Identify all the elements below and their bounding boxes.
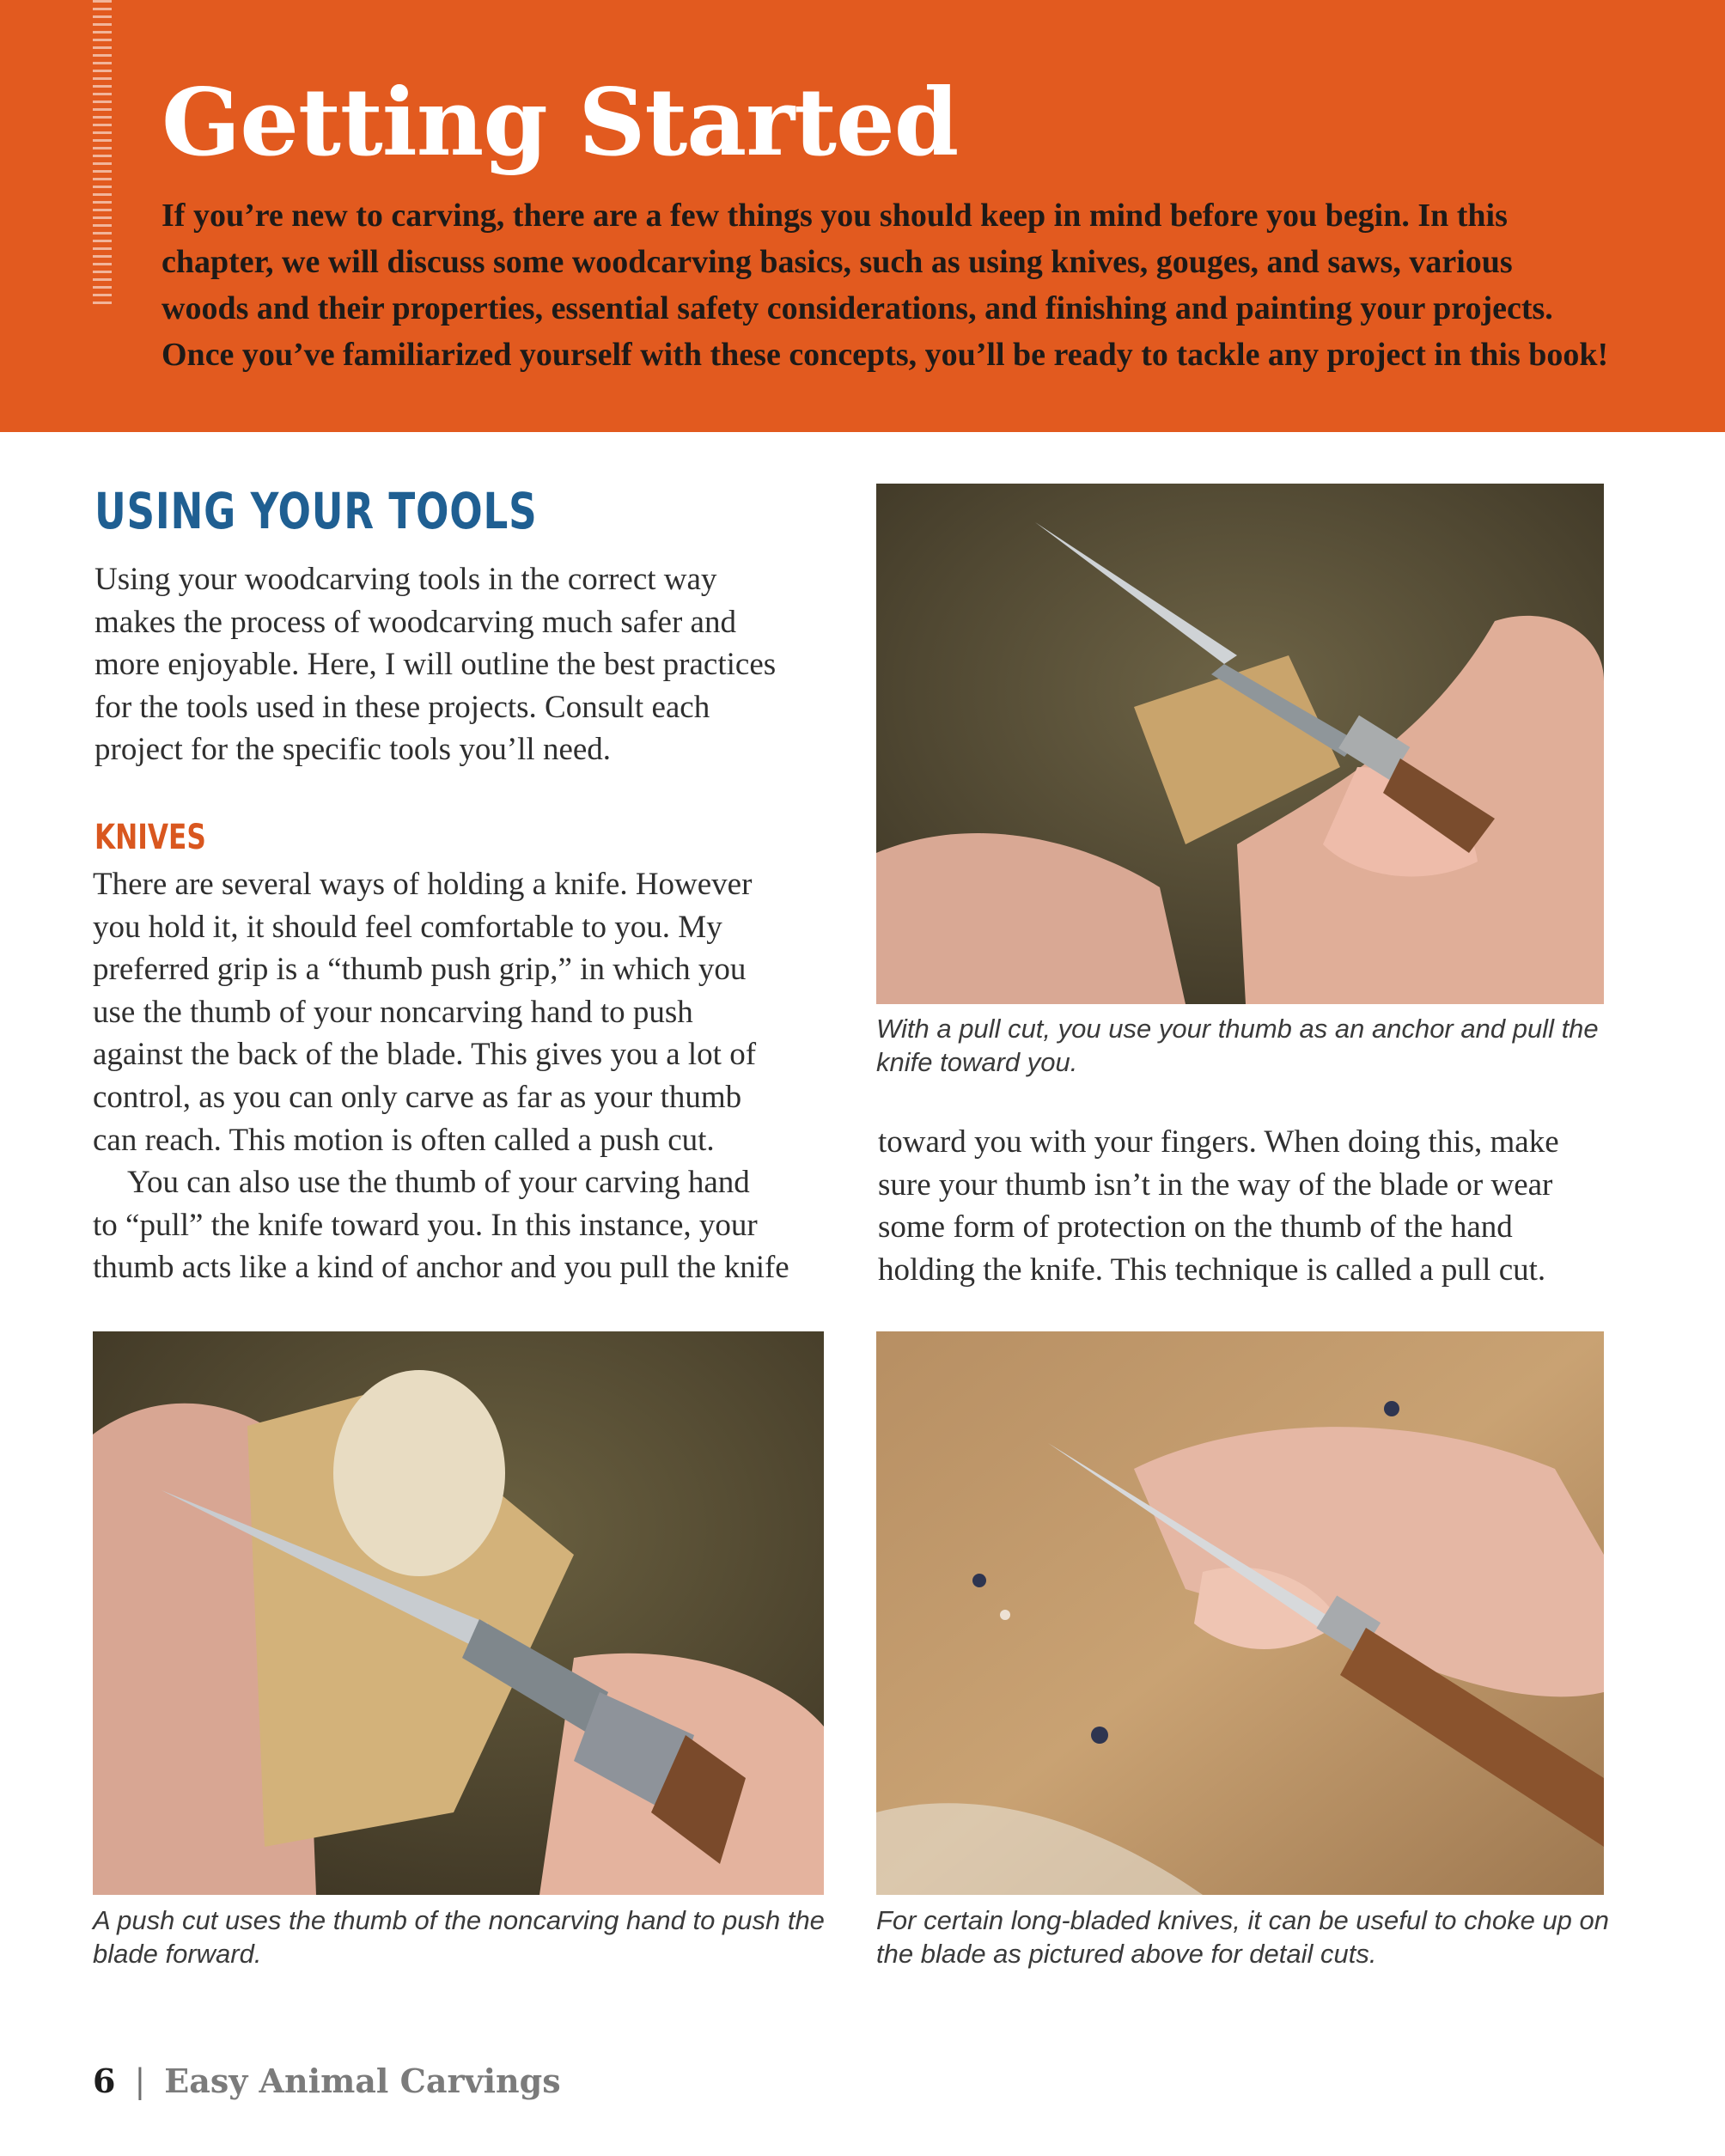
push-cut-caption — [93, 1903, 849, 1970]
paragraph-line: use the thumb of your noncarving hand to push — [93, 994, 693, 1030]
knives-paragraph — [93, 863, 849, 1289]
paragraph-line: You can also use the thumb of your carving hand — [127, 1165, 750, 1201]
caption-line: blade forward. — [93, 1939, 262, 1969]
paragraph-line: against the back of the blade. This gives you a lot of — [93, 1037, 757, 1073]
caption-line: For certain long-bladed knives, it can be useful to choke up on — [876, 1905, 1610, 1935]
page-footer — [93, 2060, 561, 2103]
chapter-intro — [162, 192, 1656, 378]
chapter-header — [0, 0, 1725, 432]
paragraph-line: to “pull” the knife toward you. In this instance, your — [93, 1207, 758, 1243]
push-cut-photo — [93, 1331, 824, 1895]
caption-line: knife toward you. — [876, 1047, 1078, 1077]
paragraph-line: preferred grip is a “thumb push grip,” in which you — [93, 952, 747, 988]
paragraph-line: thumb acts like a kind of anchor and you pull the knife — [93, 1250, 789, 1286]
paragraph-line: project for the specific tools you’ll need. — [94, 732, 612, 768]
decorative-ruler — [93, 0, 112, 309]
paragraph-line: can reach. This motion is often called a push cut. — [93, 1122, 715, 1158]
paragraph-line: more enjoyable. Here, I will outline the best practices — [94, 647, 777, 683]
subsection-title-knives: KNIVES — [94, 818, 206, 857]
page-number: 6 — [93, 2062, 116, 2100]
paragraph-line: holding the knife. This technique is called a pull cut. — [878, 1252, 1546, 1288]
paragraph-line: There are several ways of holding a knife. However — [93, 867, 753, 902]
paragraph-line: some form of protection on the thumb of the hand — [878, 1209, 1513, 1245]
paragraph-line: sure your thumb isn’t in the way of the blade or wear — [878, 1166, 1553, 1203]
pull-cut-caption — [876, 1012, 1615, 1079]
section-title: USING YOUR TOOLS — [94, 482, 538, 540]
chapter-intro-line: woods and their properties, essential safety considerations, and finishing and painting your projects. — [162, 290, 1553, 326]
book-title: Easy Animal Carvings — [164, 2062, 561, 2100]
chapter-intro-line: If you’re new to carving, there are a few things you should keep in mind before you begin. In this — [162, 198, 1508, 234]
chapter-title: Getting Started — [162, 69, 959, 177]
caption-line: the blade as pictured above for detail cuts. — [876, 1939, 1377, 1969]
paragraph-line: for the tools used in these projects. Consult each — [94, 689, 710, 725]
paragraph-line: control, as you can only carve as far as your thumb — [93, 1079, 742, 1115]
section-intro-paragraph — [94, 558, 842, 771]
caption-line: With a pull cut, you use your thumb as an anchor and pull the — [876, 1014, 1599, 1044]
caption-line: A push cut uses the thumb of the noncarving hand to push the — [93, 1905, 825, 1935]
chapter-intro-line: Once you’ve familiarized yourself with these concepts, you’ll be ready to tackle any project in this book! — [162, 337, 1609, 373]
paragraph-line: toward you with your fingers. When doing this, make — [878, 1124, 1559, 1160]
paragraph-line: Using your woodcarving tools in the correct way — [94, 562, 717, 597]
knives-paragraph-continued — [878, 1121, 1634, 1291]
pull-cut-photo — [876, 484, 1604, 1004]
paragraph-line: makes the process of woodcarving much safer and — [94, 604, 736, 640]
chapter-intro-line: chapter, we will discuss some woodcarving basics, such as using knives, gouges, and saws, various — [162, 244, 1513, 280]
choke-up-caption — [876, 1903, 1632, 1970]
paragraph-line: you hold it, it should feel comfortable to you. My — [93, 909, 722, 945]
footer-separator: | — [134, 2062, 146, 2100]
choke-up-photo — [876, 1331, 1604, 1895]
